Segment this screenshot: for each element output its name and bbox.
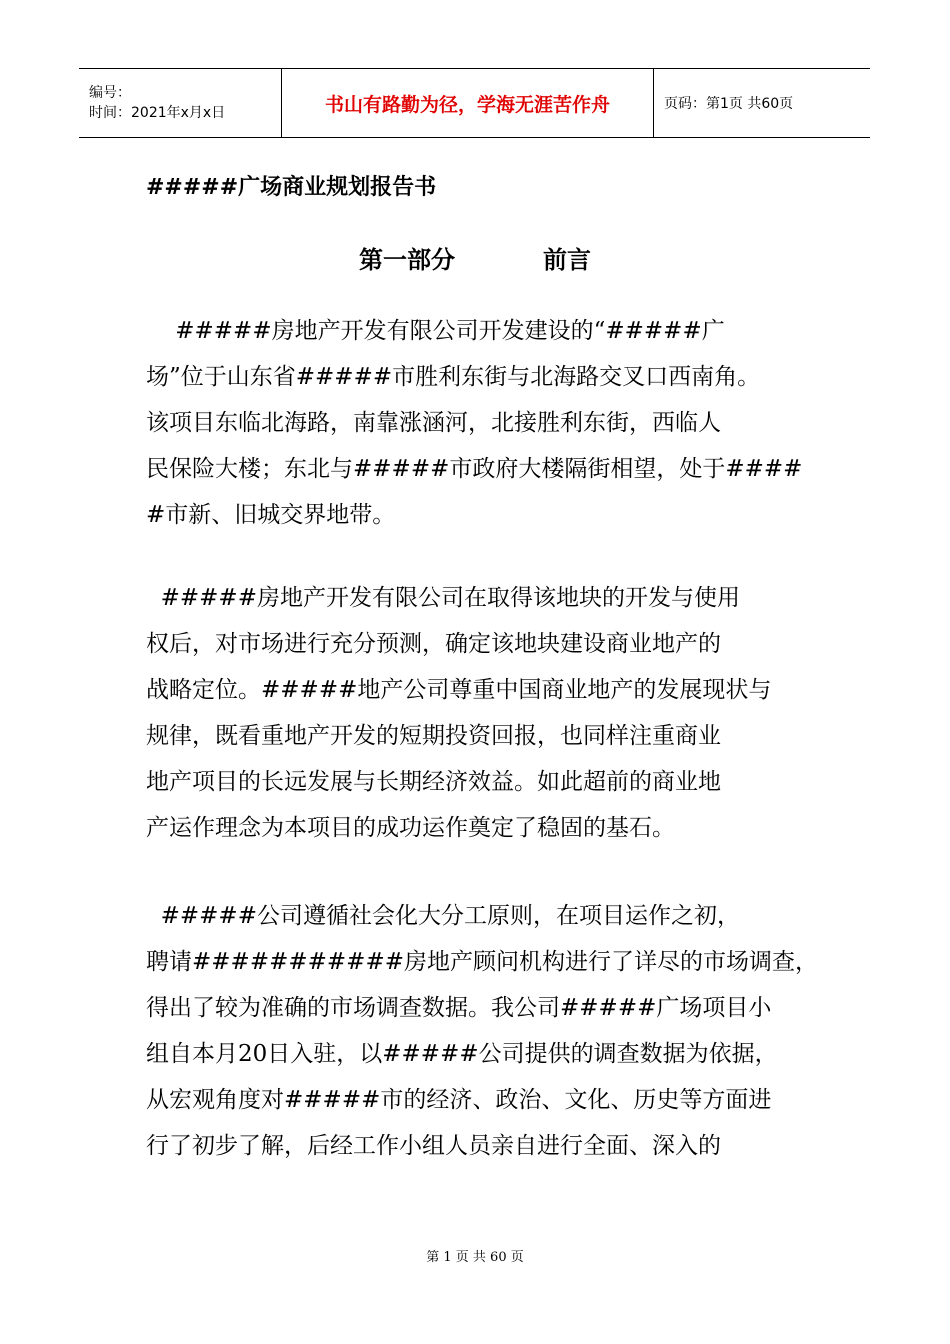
page-code: 页码：第1页 共60页	[664, 96, 794, 112]
paragraph-line: 聘请###########房地产顾问机构进行了详尽的市场调查，	[146, 949, 818, 975]
paragraph-line: 权后，对市场进行充分预测，确定该地块建设商业地产的	[146, 631, 721, 657]
section-name-label: 前言	[543, 246, 591, 274]
paragraph-line: #市新、旧城交界地带。	[146, 502, 396, 528]
paragraph-line: 战略定位。#####地产公司尊重中国商业地产的发展现状与	[146, 677, 772, 703]
paragraph-line: 得出了较为准确的市场调查数据。我公司#####广场项目小	[146, 995, 772, 1021]
number-label: 编号：	[89, 85, 131, 101]
paragraph-line: 该项目东临北海路，南靠涨涵河，北接胜利东街，西临人	[146, 410, 721, 436]
page-header	[79, 68, 870, 138]
paragraph-line: 从宏观角度对#####市的经济、政治、文化、历史等方面进	[146, 1087, 772, 1113]
paragraph-line: #####房地产开发有限公司开发建设的“#####广	[146, 318, 725, 344]
paragraph-line: 产运作理念为本项目的成功运作奠定了稳固的基石。	[146, 815, 675, 841]
paragraph-strategy	[146, 575, 806, 851]
header-motto-cell	[282, 69, 654, 137]
page-footer: 第 1 页 共 60 页	[426, 1250, 524, 1265]
paragraph-line: 组自本月20日入驻，以#####公司提供的调查数据为依据，	[146, 1041, 778, 1067]
paragraph-line: #####房地产开发有限公司在取得该地块的开发与使用	[146, 585, 740, 611]
section-part-label: 第一部分	[359, 246, 455, 274]
paragraph-research	[146, 893, 818, 1169]
paragraph-intro-location	[146, 308, 806, 538]
motto-text: 书山有路勤为径，学海无涯苦作舟	[324, 93, 610, 116]
paragraph-line: 场”位于山东省#####市胜利东街与北海路交叉口西南角。	[146, 364, 761, 390]
paragraph-line: #####公司遵循社会化大分工原则，在项目运作之初，	[146, 903, 740, 929]
paragraph-line: 民保险大楼；东北与#####市政府大楼隔街相望，处于####	[146, 456, 803, 482]
paragraph-line: 行了初步了解，后经工作小组人员亲自进行全面、深入的	[146, 1133, 721, 1159]
paragraph-line: 规律，既看重地产开发的短期投资回报，也同样注重商业	[146, 723, 721, 749]
document-title: #####广场商业规划报告书	[146, 175, 437, 200]
paragraph-line: 地产项目的长远发展与长期经济效益。如此超前的商业地	[146, 769, 721, 795]
time-label: 时间：2021年x月x日	[89, 105, 226, 121]
header-info-cell	[79, 69, 282, 137]
header-page-cell	[654, 69, 870, 137]
section-heading	[0, 240, 950, 275]
